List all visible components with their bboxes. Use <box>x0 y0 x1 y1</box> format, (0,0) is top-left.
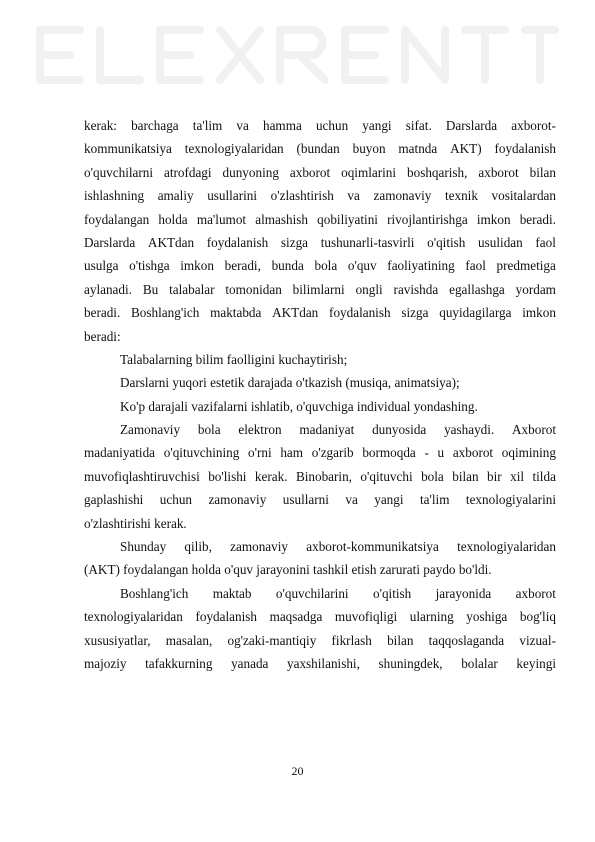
paragraph <box>84 582 556 676</box>
document-body <box>84 114 556 675</box>
text-line: (AKT) foydalangan holda o'quv jarayonini tashkil etish zarurati paydo bo'ldi. <box>84 562 492 578</box>
text-line: kommunikatsiya texnologiyalaridan (bundan buyon matnda AKT) foydalanish <box>84 141 556 157</box>
page-number: 20 <box>291 764 304 778</box>
text-line: texnologiyalaridan foydalanish maqsadga muvofiqligi ularning yoshiga bog'liq <box>84 609 556 625</box>
text-line: xususiyatlar, masalan, og'zaki-mantiqiy fikrlash bilan taqqoslaganda vizual- <box>84 632 556 648</box>
text-line: Darslarni yuqori estetik darajada o'tkazish (musiqa, animatsiya); <box>120 375 460 391</box>
paragraph <box>84 114 556 348</box>
paragraph <box>84 395 556 418</box>
text-line: foydalangan holda ma'lumot almashish qobiliyatini rivojlantirishga imkon beradi. <box>84 211 556 227</box>
text-line: aylanadi. Bu talabalar tomonidan bilimlarni ongli ravishda egallashga yordam <box>84 281 556 297</box>
text-line: beradi. Boshlang'ich maktabda AKTdan foydalanish sizga quyidagilarga imkon <box>84 305 556 321</box>
text-line: beradi: <box>84 328 121 344</box>
paragraph <box>84 371 556 394</box>
text-line: Ko'p darajali vazifalarni ishlatib, o'quvchiga individual yondashing. <box>120 398 478 414</box>
text-line: gaplashishi uchun zamonaviy usullarni va yangi ta'lim texnologiyalarini <box>84 492 556 508</box>
text-line: Zamonaviy bola elektron madaniyat dunyosida yashaydi. Axborot <box>120 422 556 438</box>
watermark-logo <box>0 0 595 120</box>
text-line: Boshlang'ich maktab o'quvchilarini o'qitish jarayonida axborot <box>120 585 556 601</box>
text-line: kerak: barchaga ta'lim va hamma uchun yangi sifat. Darslarda axborot- <box>84 118 556 133</box>
text-line: majoziy tafakkurning yanada yaxshilanishi, shuningdek, bolalar keyingi <box>84 655 556 671</box>
text-line: madaniyatida o'qituvchining o'rni ham o'zgarib bormoqda - u axborot oqimining <box>84 445 556 461</box>
text-line: usulga o'tishga imkon beradi, bunda bola o'quv faoliyatining faol predmetiga <box>84 258 556 274</box>
text-line: Talabalarning bilim faolligini kuchaytirish; <box>120 351 348 367</box>
text-line: Shunday qilib, zamonaviy axborot-kommunikatsiya texnologiyalaridan <box>120 539 556 555</box>
text-line: o'zlashtirishi kerak. <box>84 515 187 531</box>
text-line: muvofiqlashtiruvchisi bo'lishi kerak. Binobarin, o'qituvchi bola bilan bir xil tilda <box>84 468 556 484</box>
text-line: ishlashning amaliy usullarini o'zlashtirish va zamonaviy texnik vositalardan <box>84 188 556 204</box>
text-line: o'quvchilarni atrofdagi dunyoning axborot oqimlarini boshqarish, axborot bilan <box>84 164 556 180</box>
paragraph <box>84 418 556 535</box>
text-line: Darslarda AKTdan foydalanish sizga tushunarli-tasvirli o'qitish usulidan faol <box>84 234 556 250</box>
paragraph <box>84 535 556 582</box>
paragraph <box>84 348 556 371</box>
